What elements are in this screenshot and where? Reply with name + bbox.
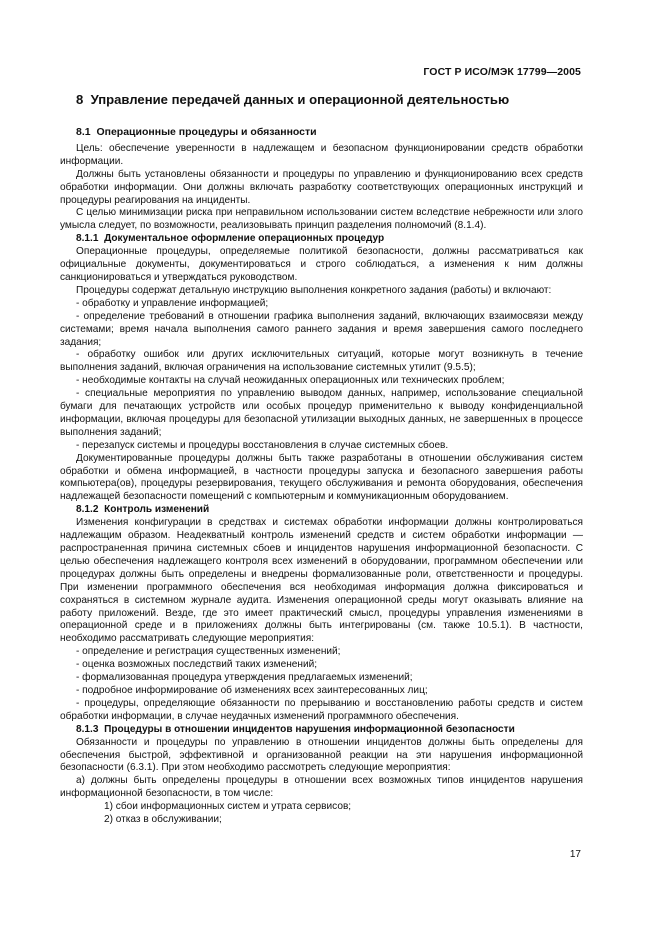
paragraph: Документированные процедуры должны быть также разработаны в отношении обслуживания систем обработки и обмена информацией, в частности процедуры запуска и безопасного завершения работы компьютера(ов), процедуры резервирования, текущего обслуживания и ремонта оборудования, обеспечения надлежащей безопасности помещений с компьютерным и коммуникационным оборудованием. <box>60 452 583 503</box>
clause-number: 8.1.2 <box>76 504 99 516</box>
paragraph: Обязанности и процедуры по управлению в отношении инцидентов должны быть определены для обеспечения быстрой, эффективной и организованной реакции на эти нарушения информационной безопасности (6.3.1). При этом необходимо рассмотреть следующие мероприятия: <box>60 736 583 774</box>
paragraph: С целью минимизации риска при неправильном использовании систем вследствие небрежности или злого умысла следует, по возможности, реализовывать принцип разделения полномочий (8.1.4). <box>60 207 583 232</box>
paragraph: Должны быть установлены обязанности и процедуры по управлению и функционированию всех средств обработки информации. Они должны включать разработку соответствующих операционных инструкций и процедуры реагирования на инциденты. <box>60 168 583 206</box>
section-title: Управление передачей данных и операционной деятельностью <box>90 92 510 107</box>
list-item: - процедуры, определяющие обязанности по прерыванию и восстановлению работы средств и систем обработки информации, в случае неудачных изменений программного обеспечения. <box>60 697 583 722</box>
list-item: - определение и регистрация существенных изменений; <box>76 646 341 658</box>
list-item: - обработку ошибок или других исключительных ситуаций, которые могут возникнуть в течение выполнения заданий, включая ограничения на использование системных утилит (9.5.5); <box>60 349 583 374</box>
clause-number: 8.1.3 <box>76 723 99 735</box>
list-item: - формализованная процедура утверждения предлагаемых изменений; <box>76 672 413 684</box>
paragraph: Изменения конфигурации в средствах и системах обработки информации должны контролироваться надлежащим образом. Неадекватный контроль изменений средств и систем обработки информации — распространенная причина системных сбоев и инцидентов нарушения информационной безопасности. С целью обеспечения надлежащего контроля всех изменений в оборудовании, программном обеспечении или процедурах должны быть определены и внедрены формализованные роли, ответственности и процедуры. При изменении программного обеспечения вся необходимая информация должна фиксироваться и сохраняться в системном журнале аудита. Изменения операционной среды могут оказывать влияние на работу приложений. Везде, где это имеет практический смысл, процедуры управления изменениями в операционной среде и в приложениях должны быть интегрированы (см. также 10.5.1). В частности, необходимо рассматривать следующие мероприятия: <box>60 517 583 645</box>
numbered-subitem: 1) сбои информационных систем и утрата сервисов; <box>104 801 352 813</box>
clause-8-1-2-heading <box>60 504 583 517</box>
paragraph: Процедуры содержат детальную инструкцию выполнения конкретного задания (работы) и включают: <box>76 284 552 296</box>
clause-8-1-3-heading <box>60 724 583 737</box>
list-item: - подробное информирование об изменениях всех заинтересованных лиц; <box>76 684 428 696</box>
standard-header: ГОСТ Р ИСО/МЭК 17799—2005 <box>423 66 581 78</box>
clause-title: Документальное оформление операционных процедур <box>104 233 385 245</box>
list-item: а) должны быть определены процедуры в отношении всех возможных типов инцидентов нарушения информационной безопасности, в том числе: <box>60 775 583 800</box>
subsection-number: 8.1 <box>76 126 91 138</box>
subsection-title: Операционные процедуры и обязанности <box>96 126 317 138</box>
list-item: - необходимые контакты на случай неожиданных операционных или технических проблем; <box>76 375 505 387</box>
clause-title: Процедуры в отношении инцидентов нарушения информационной безопасности <box>104 723 515 735</box>
list-item: - определение требований в отношении графика выполнения заданий, включающих взаимосвязи между системами; время начала выполнения самого раннего задания и время завершения самого последнего задания; <box>60 310 583 348</box>
numbered-subitem: 2) отказ в обслуживании; <box>104 814 222 826</box>
page-content <box>60 92 583 827</box>
paragraph: Цель: обеспечение уверенности в надлежащем и безопасном функционировании средств обработки информации. <box>60 142 583 167</box>
clause-8-1-1-heading <box>60 233 583 246</box>
clause-title: Контроль изменений <box>104 504 210 516</box>
subsection-8-1-heading <box>76 126 583 139</box>
section-number: 8 <box>76 92 84 107</box>
section-heading <box>76 92 583 108</box>
clause-number: 8.1.1 <box>76 233 99 245</box>
list-item: - оценка возможных последствий таких изменений; <box>76 659 318 671</box>
list-item: - перезапуск системы и процедуры восстановления в случае системных сбоев. <box>76 439 449 451</box>
list-item: - специальные мероприятия по управлению выводом данных, например, использование специальной бумаги для печатающих устройств или особых процедур применительно к выводу конфиденциальной информации, включая процедуры для безопасной утилизации выходных данных, не завершенных в процессе выполнения заданий; <box>60 388 583 438</box>
page-number: 17 <box>569 849 581 860</box>
list-item: - обработку и управление информацией; <box>76 297 269 309</box>
paragraph: Операционные процедуры, определяемые политикой безопасности, должны рассматриваться как официальные документы, документироваться и строго соблюдаться, а изменения к ним должны санкционироваться и утверждаться руководством. <box>60 246 583 283</box>
